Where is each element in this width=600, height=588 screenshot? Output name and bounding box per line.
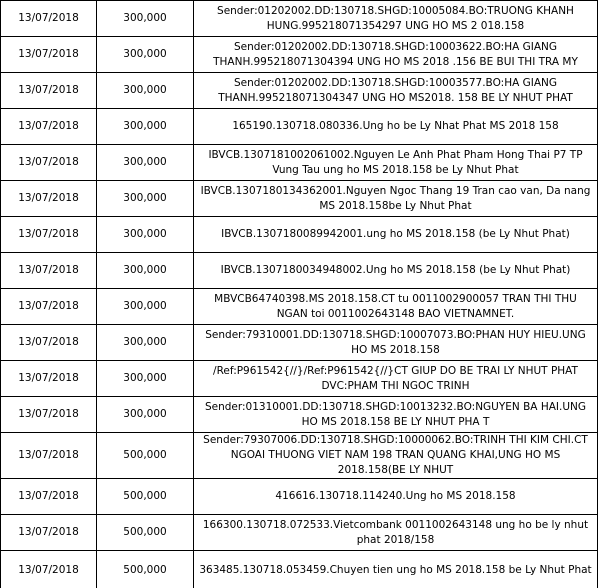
description-cell: 416616.130718.114240.Ung ho MS 2018.158 [194, 479, 598, 515]
date-cell: 13/07/2018 [1, 325, 97, 361]
date-cell: 13/07/2018 [1, 289, 97, 325]
description-cell: IBVCB.1307180034948002.Ung ho MS 2018.158 (be Ly Nhut Phat) [194, 253, 598, 289]
amount-cell: 300,000 [97, 253, 194, 289]
date-cell: 13/07/2018 [1, 181, 97, 217]
date-cell: 13/07/2018 [1, 217, 97, 253]
table-row [1, 73, 598, 109]
table-row [1, 433, 598, 479]
description-cell: IBVCB.1307181002061002.Nguyen Le Anh Phat Pham Hong Thai P7 TP Vung Tau ung ho MS 2018.158 be Ly Nhut Phat [194, 145, 598, 181]
amount-cell: 300,000 [97, 217, 194, 253]
amount-cell: 300,000 [97, 325, 194, 361]
table-row [1, 361, 598, 397]
date-cell: 13/07/2018 [1, 515, 97, 551]
date-cell: 13/07/2018 [1, 551, 97, 588]
description-cell: Sender:01202002.DD:130718.SHGD:10005084.BO:TRUONG KHANH HUNG.995218071354297 UNG HO MS 2 018.158 [194, 1, 598, 37]
description-cell: IBVCB.1307180089942001.ung ho MS 2018.158 (be Ly Nhut Phat) [194, 217, 598, 253]
date-cell: 13/07/2018 [1, 253, 97, 289]
table-row [1, 515, 598, 551]
date-cell: 13/07/2018 [1, 73, 97, 109]
table-row [1, 479, 598, 515]
table-row [1, 325, 598, 361]
date-cell: 13/07/2018 [1, 433, 97, 479]
amount-cell: 300,000 [97, 73, 194, 109]
date-cell: 13/07/2018 [1, 109, 97, 145]
description-cell: 165190.130718.080336.Ung ho be Ly Nhat Phat MS 2018 158 [194, 109, 598, 145]
amount-cell: 500,000 [97, 433, 194, 479]
description-cell: MBVCB64740398.MS 2018.158.CT tu 0011002900057 TRAN THI THU NGAN toi 0011002643148 BAO VIETNAMNET. [194, 289, 598, 325]
date-cell: 13/07/2018 [1, 1, 97, 37]
table-row [1, 109, 598, 145]
description-cell: Sender:79307006.DD:130718.SHGD:10000062.BO:TRINH THI KIM CHI.CT NGOAI THUONG VIET NAM 198 TRAN QUANG KHAI,UNG HO MS 2018.158(BE LY NHUT [194, 433, 598, 479]
description-cell: /Ref:P961542{//}/Ref:P961542{//}CT GIUP DO BE TRAI LY NHUT PHAT DVC:PHAM THI NGOC TRINH [194, 361, 598, 397]
description-cell: Sender:01202002.DD:130718.SHGD:10003577.BO:HA GIANG THANH.995218071304347 UNG HO MS2018. 158 BE LY NHUT PHAT [194, 73, 598, 109]
table-row [1, 397, 598, 433]
date-cell: 13/07/2018 [1, 397, 97, 433]
table-row [1, 253, 598, 289]
description-cell: Sender:79310001.DD:130718.SHGD:10007073.BO:PHAN HUY HIEU.UNG HO MS 2018.158 [194, 325, 598, 361]
description-cell: IBVCB.1307180134362001.Nguyen Ngoc Thang 19 Tran cao van, Da nang MS 2018.158be Ly Nhut Phat [194, 181, 598, 217]
table-row [1, 1, 598, 37]
description-cell: 166300.130718.072533.Vietcombank 0011002643148 ung ho be ly nhut phat 2018/158 [194, 515, 598, 551]
amount-cell: 500,000 [97, 515, 194, 551]
date-cell: 13/07/2018 [1, 145, 97, 181]
description-cell: Sender:01202002.DD:130718.SHGD:10003622.BO:HA GIANG THANH.995218071304394 UNG HO MS 2018 .156 BE BUI THI TRA MY [194, 37, 598, 73]
description-cell: 363485.130718.053459.Chuyen tien ung ho MS 2018.158 be Ly Nhut Phat [194, 551, 598, 588]
amount-cell: 300,000 [97, 397, 194, 433]
amount-cell: 300,000 [97, 289, 194, 325]
amount-cell: 300,000 [97, 109, 194, 145]
amount-cell: 300,000 [97, 1, 194, 37]
date-cell: 13/07/2018 [1, 361, 97, 397]
table-row [1, 145, 598, 181]
description-cell: Sender:01310001.DD:130718.SHGD:10013232.BO:NGUYEN BA HAI.UNG HO MS 2018.158 BE LY NHUT PHA T [194, 397, 598, 433]
date-cell: 13/07/2018 [1, 37, 97, 73]
table-row [1, 217, 598, 253]
table-row [1, 289, 598, 325]
amount-cell: 500,000 [97, 479, 194, 515]
table-row [1, 37, 598, 73]
amount-cell: 300,000 [97, 37, 194, 73]
amount-cell: 300,000 [97, 361, 194, 397]
amount-cell: 300,000 [97, 181, 194, 217]
table-row [1, 551, 598, 588]
date-cell: 13/07/2018 [1, 479, 97, 515]
amount-cell: 500,000 [97, 551, 194, 588]
amount-cell: 300,000 [97, 145, 194, 181]
table-row [1, 181, 598, 217]
donation-table-body [1, 1, 598, 588]
